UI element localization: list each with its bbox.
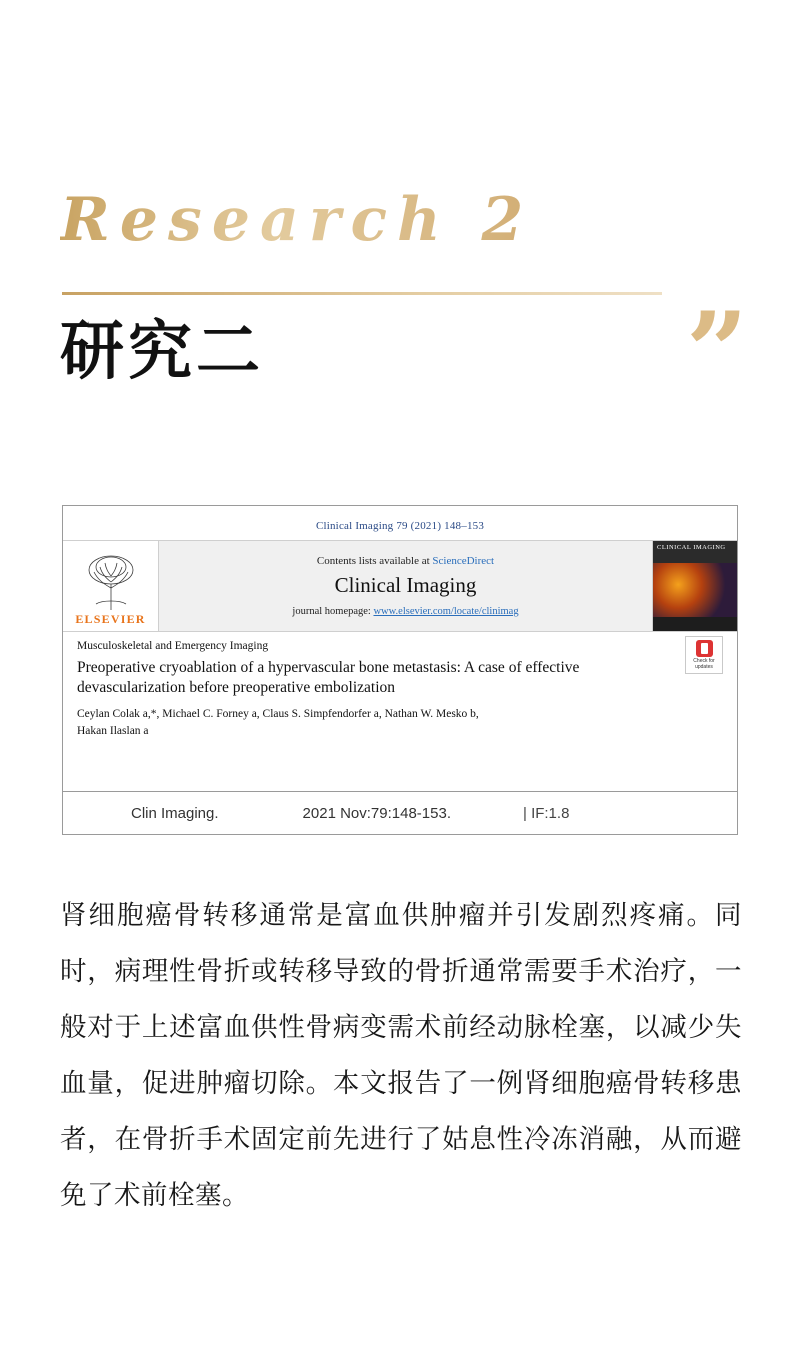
header-chinese-title: 研究二 — [60, 314, 264, 389]
crossmark-badge-icon — [696, 640, 713, 657]
authors-line-2: Hakan Ilaslan a — [77, 724, 149, 737]
contents-available-line — [317, 555, 494, 567]
journal-homepage-line — [292, 606, 518, 617]
elsevier-wordmark: ELSEVIER — [75, 612, 146, 626]
crossmark-icon[interactable] — [685, 636, 723, 674]
header-script-title: Research 2 — [60, 185, 534, 255]
article-authors — [77, 706, 637, 739]
homepage-prefix: journal homepage: — [292, 606, 374, 617]
journal-name: Clinical Imaging — [334, 573, 477, 597]
contents-prefix: Contents lists available at — [316, 555, 433, 567]
authors-line-1: Ceylan Colak a,*, Michael C. Forney a, Claus S. Simpfendorfer a, Nathan W. Mesko b, — [77, 708, 479, 721]
elsevier-logo — [63, 541, 159, 631]
citation-date: 2021 Nov:79:148-153. — [302, 804, 451, 822]
gold-divider — [62, 292, 662, 295]
journal-homepage-link[interactable]: www.elsevier.com/locate/clinimag — [373, 606, 519, 617]
page-header — [0, 0, 800, 470]
elsevier-tree-icon — [80, 554, 142, 612]
journal-cover-image — [653, 563, 737, 617]
journal-cover-thumbnail — [652, 541, 737, 631]
journal-cover-title: CLINICAL IMAGING — [653, 541, 737, 563]
article-title: Preoperative cryoablation of a hypervascular bone metastasis: A case of effective devascularization before preoperative embolization — [77, 659, 580, 697]
article-section-label: Musculoskeletal and Emergency Imaging — [77, 640, 269, 652]
citation-footer-bar — [63, 791, 737, 834]
citation-impact-factor: | IF:1.8 — [523, 804, 570, 822]
article-header-block — [63, 632, 737, 740]
journal-article-card — [62, 505, 738, 835]
journal-masthead-center — [159, 541, 652, 631]
quote-mark-icon: ” — [685, 289, 742, 415]
sciencedirect-link[interactable]: ScienceDirect — [432, 555, 495, 567]
crossmark-label: Check for updates — [693, 658, 715, 670]
summary-paragraph: 肾细胞癌骨转移通常是富血供肿瘤并引发剧烈疼痛。同时，病理性骨折或转移导致的骨折通常需要手术治疗，一般对于上述富血供性骨病变需术前经动脉栓塞，以减少失血量，促进肿瘤切除。本文报告了一例肾细胞癌骨转移患者，在骨折手术固定前先进行了姑息性冷冻消融，从而避免了术前栓塞。 — [60, 900, 742, 1211]
citation-journal-abbrev: Clin Imaging. — [131, 804, 219, 822]
journal-cover-footer — [653, 617, 737, 631]
journal-volume-citation: Clinical Imaging 79 (2021) 148–153 — [315, 520, 485, 532]
journal-masthead — [63, 540, 737, 632]
